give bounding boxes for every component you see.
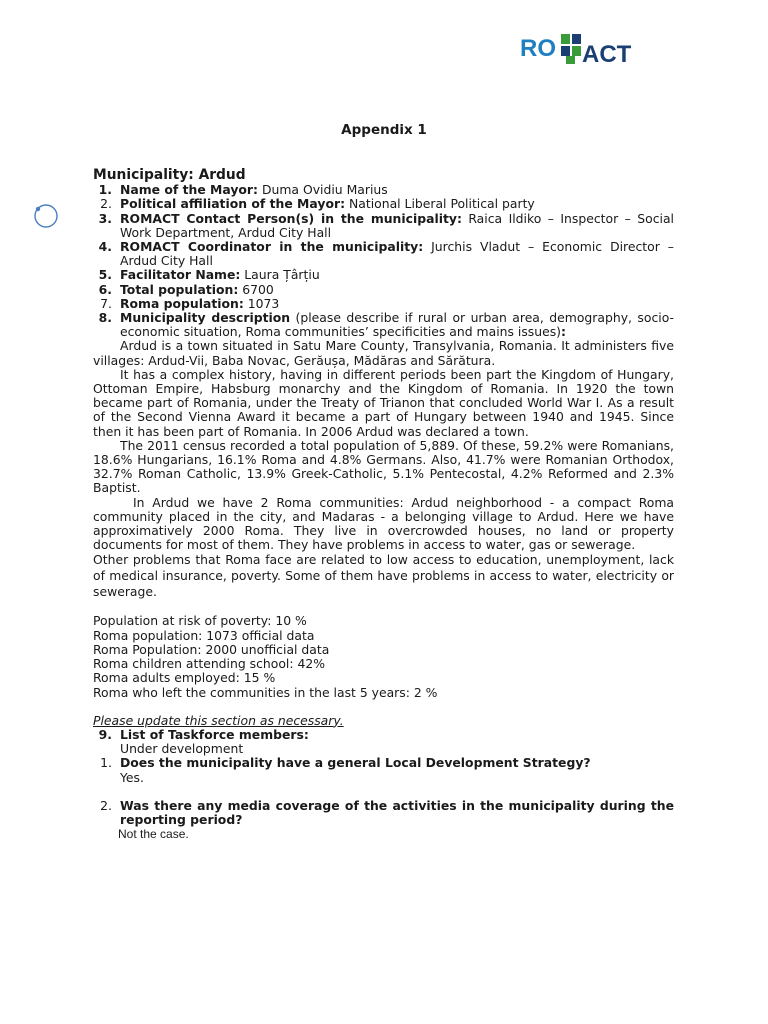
item-number: 2. (100, 196, 112, 212)
list-item (93, 311, 674, 339)
item-number: 4. (98, 239, 112, 255)
item-value: 6700 (238, 281, 274, 297)
item-label: Total population: (120, 281, 239, 297)
romact-logo (520, 32, 650, 66)
question-text: Does the municipality have a general Local Development Strategy? (120, 755, 591, 771)
item-value: Jurchis Vladut – Economic Director – Ardud City Hall (120, 239, 674, 269)
item-number: 9. (98, 726, 112, 742)
question-item (93, 756, 674, 770)
item-value: Duma Ovidiu Marius (258, 182, 388, 198)
item-label: Facilitator Name: (120, 267, 241, 283)
question-number: 2. (100, 797, 112, 813)
item-number: 5. (98, 267, 112, 283)
stat-line: Roma adults employed: 15 % (93, 670, 276, 686)
item-number: 8. (98, 310, 112, 326)
item-number: 3. (98, 210, 112, 226)
item-label: Municipality description (120, 310, 291, 326)
item-value: Laura Țârțiu (240, 267, 320, 283)
stat-line: Roma children attending school: 42% (93, 656, 326, 672)
item-number: 1. (98, 182, 112, 198)
municipality-heading: Municipality: Ardud (93, 167, 246, 183)
list-item (93, 283, 674, 297)
item-label: List of Taskforce members: (120, 726, 309, 742)
update-note: Please update this section as necessary. (93, 712, 344, 728)
item-label: Roma population: (120, 295, 244, 311)
list-item (93, 212, 674, 240)
stat-line: Roma population: 1073 official data (93, 627, 315, 643)
item-suffix: : (561, 324, 566, 340)
stat-line: Roma Population: 2000 unofficial data (93, 641, 330, 657)
description-paragraph: Ardud is a town situated in Satu Mare County, Transylvania, Romania. It administers five villages: Ardud-Vii, Baba Novac, Gerăușa, Mădăras and Sărătura. (93, 338, 674, 368)
item-value: (please describe if rural or urban area, demography, socio-economic situation, Roma communities’ specificities and mains issues) (120, 310, 674, 340)
list-item (93, 240, 674, 268)
item-number: 6. (98, 281, 112, 297)
item-label: ROMACT Coordinator in the municipality: (120, 239, 424, 255)
item-value: Raica Ildiko – Inspector – Social Work Department, Ardud City Hall (120, 210, 674, 240)
margin-circle-icon (34, 204, 58, 228)
stat-line: Population at risk of poverty: 10 % (93, 613, 307, 629)
list-item (93, 728, 674, 742)
item-value: 1073 (243, 295, 280, 311)
item-number: 7. (100, 295, 112, 311)
question-item (93, 799, 674, 827)
question-answer: Not the case. (118, 827, 189, 842)
item-value: National Liberal Political party (345, 196, 535, 212)
list-item (93, 297, 674, 311)
description-paragraph: In Ardud we have 2 Roma communities: Ardud neighborhood - a compact Roma community placed in the city, and Madaras - a belonging village to Ardud. Here we have approximatively 2000 Roma. They live in overcrowded houses, no land or property documents for most of them. They have problems in access to water, gas or sewerage. (93, 494, 674, 553)
question-text: Was there any media coverage of the activities in the municipality during the reporting period? (120, 797, 674, 827)
logo-text-left: RO (520, 35, 556, 62)
description-paragraph: It has a complex history, having in different periods been part the Kingdom of Hungary, Ottoman Empire, Habsburg monarchy and the Kingdom of Romania. In 1920 the town became part of Romania, under the Treaty of Trianon that concluded World War I. As a result of the Second Vienna Award it became a part of Hungary between 1940 and 1945. Since then it has been part of Romania. In 2006 Ardud was declared a town. (93, 366, 674, 439)
list-item (93, 183, 674, 197)
list-item (93, 268, 674, 282)
description-paragraph: The 2011 census recorded a total population of 5,889. Of these, 59.2% were Romanians, 18.6% Hungarians, 16.1% Roma and 4.8% Germans. Also, 41.7% were Romanian Orthodox, 32.7% Roman Catholic, 13.9% Greek-Catholic, 5.1% Pentecostal, 4.2% Reformed and 2.3% Baptist. (93, 437, 674, 496)
logo-text-right: ACT (582, 41, 632, 66)
document-body (93, 168, 674, 841)
item-label: Political affiliation of the Mayor: (120, 196, 346, 212)
stat-line: Roma who left the communities in the last 5 years: 2 % (93, 684, 438, 700)
list-item (93, 197, 674, 211)
question-number: 1. (100, 755, 112, 771)
description-paragraph: Other problems that Roma face are related to low access to education, unemployment, lack of medical insurance, poverty. Some of them have problems in access to water, electricity or sewerage. (93, 552, 674, 600)
item-label: Name of the Mayor: (120, 182, 259, 198)
question-answer: Yes. (120, 769, 144, 785)
item-label: ROMACT Contact Person(s) in the municipality: (120, 210, 462, 226)
page-title: Appendix 1 (341, 122, 427, 138)
item-value: Under development (120, 741, 244, 757)
